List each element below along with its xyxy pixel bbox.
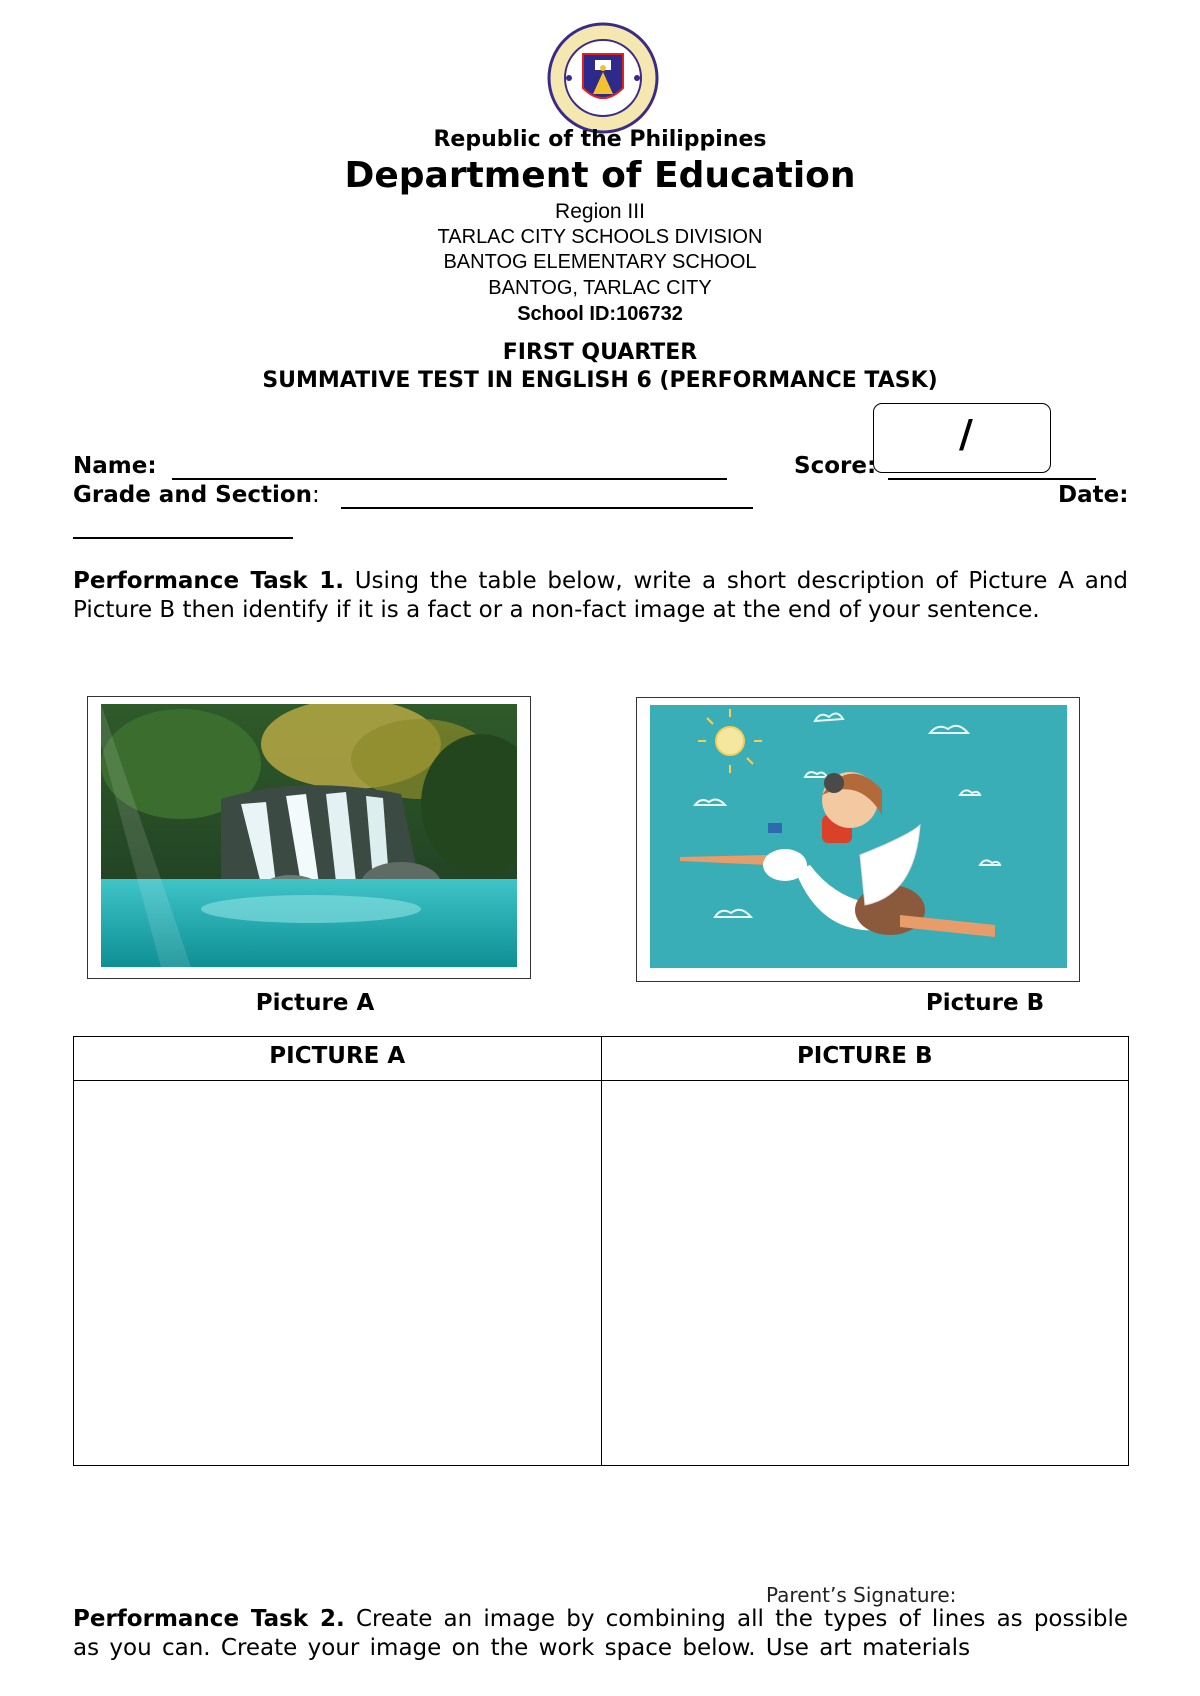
table-header-picture-a: PICTURE A [74,1037,602,1081]
grade-section-colon: : [312,482,320,508]
score-label: Score: [794,453,877,479]
name-label: Name: [73,453,157,479]
table-header-picture-b: PICTURE B [601,1037,1129,1081]
cartoon-bird-image [650,705,1067,968]
sun-icon [716,727,744,755]
task1-label: Performance Task 1. [73,568,344,594]
school-id-line: School ID:106732 [517,303,683,325]
table-header-row [74,1037,1129,1081]
task2-paragraph [73,1605,1128,1663]
picture-a-answer-cell[interactable] [74,1081,602,1466]
republic-line: Republic of the Philippines [433,127,767,152]
division-line: TARLAC CITY SCHOOLS DIVISION [437,226,763,248]
school-name-line: BANTOG ELEMENTARY SCHOOL [443,251,757,273]
deped-seal [543,22,663,134]
score-slash: / [959,412,973,456]
test-title: SUMMATIVE TEST IN ENGLISH 6 (PERFORMANCE TASK) [262,368,938,393]
picture-b-answer-cell[interactable] [601,1081,1129,1466]
task1-paragraph [73,567,1128,625]
task2-label: Performance Task 2. [73,1606,345,1632]
picture-a-caption: Picture A [255,990,375,1016]
picture-a-frame [87,696,531,979]
picture-b-caption: Picture B [925,990,1045,1016]
picture-b-frame [636,697,1080,982]
date-label: Date: [1058,482,1129,508]
grade-section-label-wrap [73,482,320,508]
quarter-heading: FIRST QUARTER [502,340,698,365]
table-row [74,1081,1129,1466]
answer-table [73,1036,1129,1466]
waterfall-image [101,704,517,967]
parent-signature-label: Parent’s Signature: [766,1583,957,1607]
region-line: Region III [555,200,645,223]
score-blank[interactable] [888,456,1096,480]
department-title: Department of Education [344,155,856,196]
task2-text: Create an image by combining all the types of lines as possible as you can. Create your image on the work space below. Use art materials [73,1606,1129,1661]
date-blank[interactable] [73,515,293,539]
task1-text: Using the table below, write a short description of Picture A and Picture B then identify if it is a fact or a non-fact image at the end of your sentence. [73,568,1128,623]
grade-section-blank[interactable] [341,485,753,509]
address-line: BANTOG, TARLAC CITY [488,277,712,299]
name-blank[interactable] [172,456,727,480]
grade-section-label: Grade and Section [73,482,313,508]
